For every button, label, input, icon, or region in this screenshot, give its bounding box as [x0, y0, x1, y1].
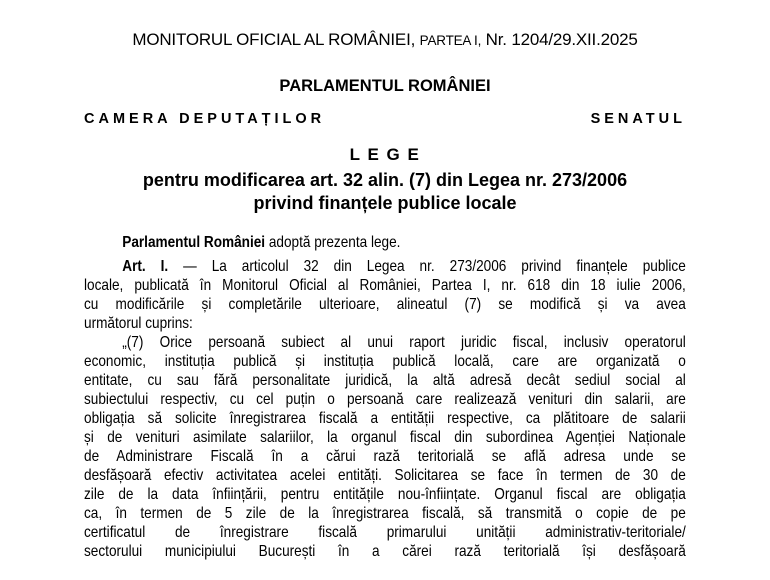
enactment-subject: Parlamentul României	[122, 234, 266, 251]
quote-line-4: subiectului respectiv, cu cel puțin o persoană care realizează venituri din salarii, are	[84, 391, 686, 408]
senate-label: SENATUL	[590, 111, 686, 127]
quote-line-7: de Administrare Fiscală în a cărui rază teritorială se află adresa unde se	[84, 448, 686, 465]
quote-line-2: economic, instituția publică și instituția publică locală, care are organizată o	[84, 353, 686, 370]
law-body	[84, 233, 686, 561]
quote-line-9: zile de la data înființării, pentru entitățile nou-înființate. Organul fiscal are obligația	[84, 486, 686, 503]
gazette-part: PARTEA I,	[419, 33, 482, 48]
gazette-masthead	[84, 30, 686, 50]
enactment-clause	[84, 233, 686, 252]
parliament-heading: PARLAMENTUL ROMÂNIEI	[279, 77, 491, 95]
enactment-rest: adoptă prezenta lege.	[265, 234, 401, 251]
chamber-deputies-label: CAMERA DEPUTAȚILOR	[84, 111, 326, 127]
article-1-label: Art. I.	[122, 258, 169, 275]
article-1-line-3: cu modificările și completările ulterioare, alineatul (7) se modifică și va avea	[84, 296, 686, 313]
law-kind-heading: L E G E	[349, 145, 421, 164]
article-1-line-4: următorul cuprins:	[84, 315, 193, 332]
article-1-line-1	[84, 257, 686, 276]
law-title-line-1: pentru modificarea art. 32 alin. (7) din Legea nr. 273/2006	[142, 170, 628, 190]
gazette-page	[84, 30, 686, 561]
quote-line-10: ca, în termen de 5 zile de la înregistrarea fiscală, să transmită o copie de pe	[84, 505, 686, 522]
quote-line-5: obligația să solicite înregistrarea fiscală a entității respective, ca plătitoare de salarii	[84, 410, 686, 427]
article-1-paragraph	[84, 257, 686, 333]
quote-line-12-clipped: sectorului municipiului București în a cărei rază teritorială își desfășoară	[84, 543, 686, 560]
quote-line-3: entitate, cu sau fără personalitate juridică, la altă adresă decât sediul social al	[84, 372, 686, 389]
quote-line-11: certificatul de înregistrare fiscală primarului unității administrativ-teritoriale/	[84, 524, 686, 541]
gazette-title: MONITORUL OFICIAL AL ROMÂNIEI,	[132, 30, 416, 49]
quote-line-6: și de venituri asimilate salariilor, la organul fiscal din subordinea Agenției Naționale	[84, 429, 686, 446]
gazette-number: Nr. 1204/29.XII.2025	[485, 30, 638, 49]
amendment-quote-paragraph	[84, 333, 686, 561]
quote-line-1: „(7) Orice persoană subiect al unui raport juridic fiscal, inclusiv operatorul	[122, 334, 686, 351]
chambers-row	[84, 111, 686, 127]
quote-line-8: desfășoară efectiv activitatea acelei entități. Solicitarea se face în termen de 30 de	[84, 467, 686, 484]
article-1-line-1-rest: — La articolul 32 din Legea nr. 273/2006 privind finanțele publice	[168, 258, 686, 275]
article-1-line-2: locale, publicată în Monitorul Oficial al României, Partea I, nr. 618 din 18 iulie 2006,	[84, 277, 686, 294]
law-title-line-2: privind finanțele publice locale	[253, 193, 517, 213]
